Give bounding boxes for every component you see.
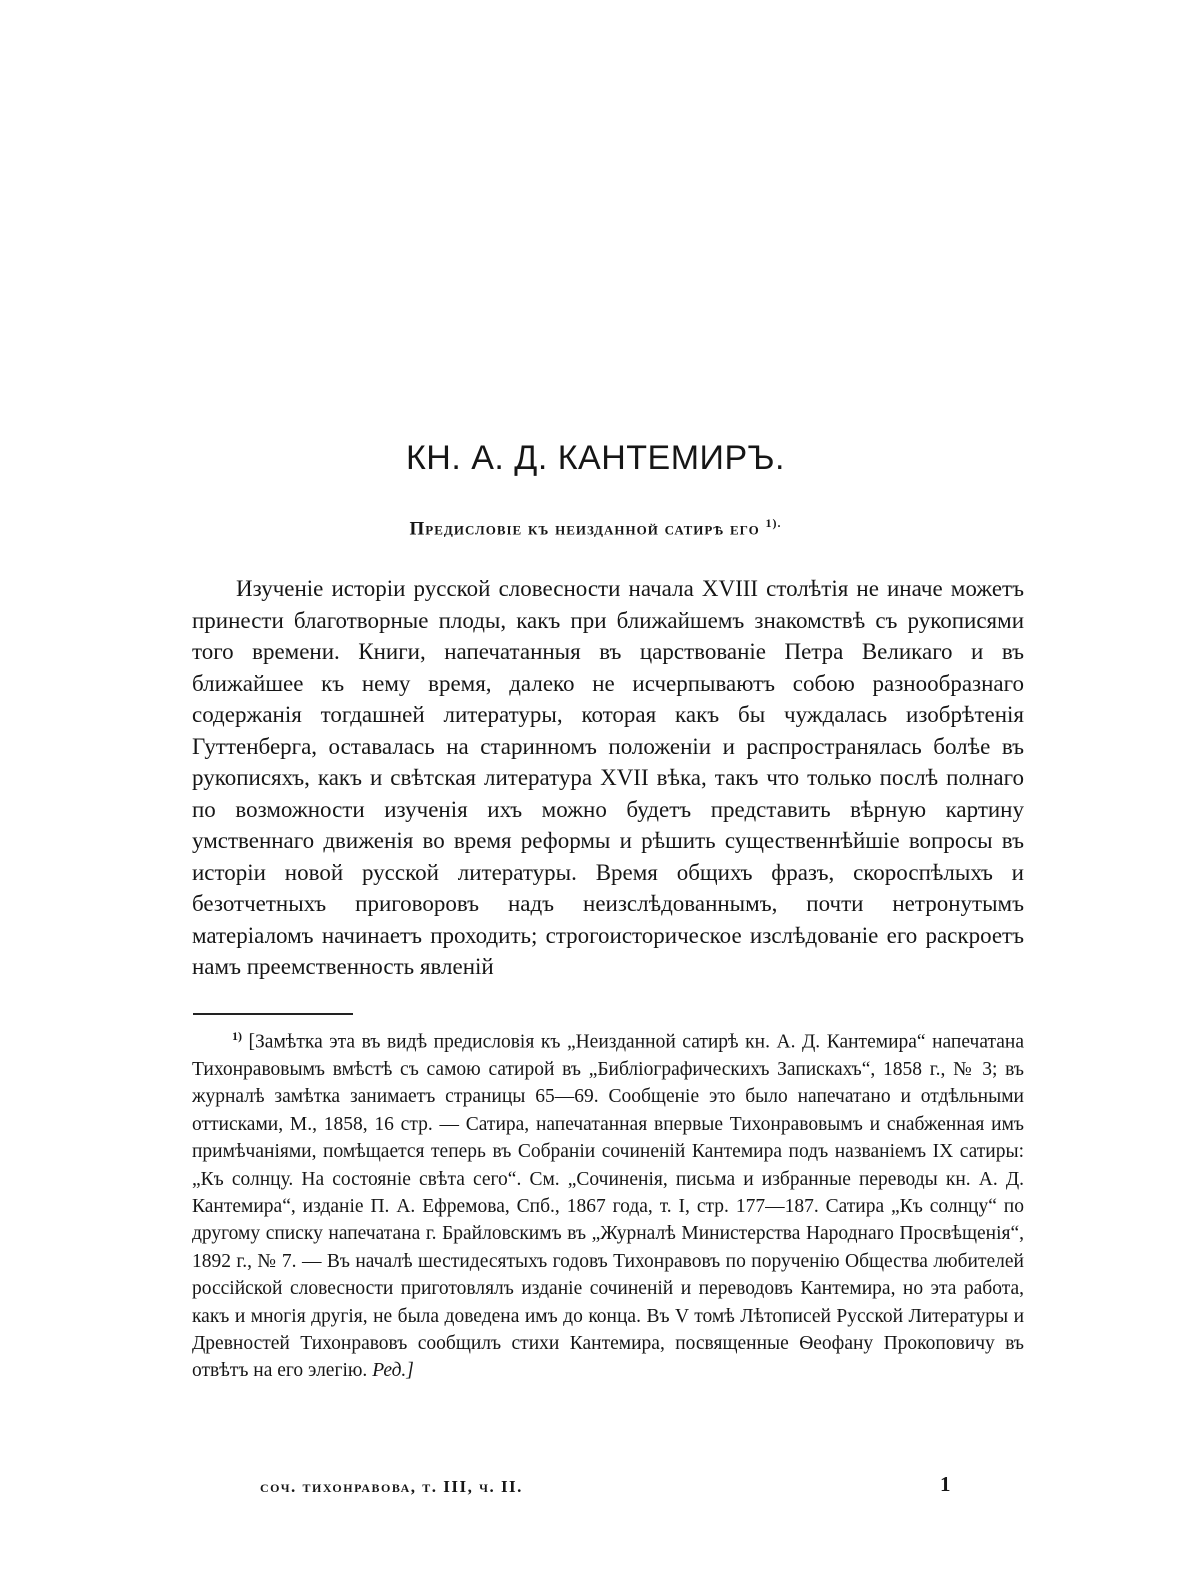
subtitle-footnote-mark[interactable]: 1). (765, 516, 782, 530)
chapter-subtitle (0, 510, 1191, 542)
chapter-title: КН. А. Д. КАНТЕМИРЪ. (405, 439, 786, 477)
footnote-mark: 1) (232, 1029, 242, 1043)
page-number: 1 (940, 1472, 951, 1496)
footnote (192, 1023, 1024, 1385)
printer-signature: соч. тихонравова, т. III, ч. II. (260, 1477, 523, 1496)
main-paragraph: Изученіе исторіи русской словесности начала XVIII столѣтія не иначе можетъ принести благотворные плоды, какъ при ближайшемъ знакомствѣ съ рукописями того времени. Книги, напечатанныя въ царствованіе Петра Великаго и въ ближайшее къ нему время, далеко не исчерпываютъ собою разнообразнаго содержанія тогдашней литературы, которая какъ бы чуждалась изобрѣтенія Гуттенберга, оставалась на старинномъ положеніи и распространялась болѣе въ рукописяхъ, какъ и свѣтская литература XVII вѣка, такъ что только послѣ полнаго по возможности изученія ихъ можно будетъ представить вѣрную картину умственнаго движенія во время реформы и рѣшить существеннѣйшіе вопросы въ исторіи новой русской литературы. Время общихъ фразъ, скороспѣлыхъ и безотчетныхъ приговоровъ надъ неизслѣдованнымъ, почти нетронутымъ матеріаломъ начинаетъ проходить; строгоисторическое изслѣдованіе его раскроетъ намъ преемственность явленій (192, 576, 1024, 979)
footnote-editor-mark: Ред.] (372, 1360, 414, 1382)
subtitle-text: Предисловіе къ неизданной сатирѣ его (409, 518, 760, 540)
footnote-separator (193, 1013, 353, 1015)
footnote-text: [Замѣтка эта въ видѣ предисловія къ „Неизданной сатирѣ кн. А. Д. Кантемира“ напечатана Тихонравовымъ вмѣстѣ съ самою сатирой въ „Библіографическихъ Запискахъ“, 1858 г., № 3; въ журналѣ замѣтка занимаетъ страницы 65—69. Сообщеніе это было напечатано и отдѣльными оттисками, М., 1858, 16 стр. — Сатира, напечатанная впервые Тихонравовымъ и снабженная имъ примѣчаніями, помѣщается теперь въ Собраніи сочиненій Кантемира подъ названіемъ IX сатиры: „Къ солнцу. На состояніе свѣта сего“. См. „Сочиненія, письма и избранные переводы кн. А. Д. Кантемира“, изданіе П. А. Ефремова, Спб., 1867 года, т. I, стр. 177—187. Сатира „Къ солнцу“ по другому списку напечатана г. Брайловскимъ въ „Журналѣ Министерства Народнаго Просвѣщенія“, 1892 г., № 7. — Въ началѣ шестидесятыхъ годовъ Тихонравовъ по порученію Общества любителей россійской словесности приготовлялъ изданіе сочиненій и переводовъ Кантемира, но эта работа, какъ и многія другія, не была доведена имъ до конца. Въ V томѣ Лѣтописей Русской Литературы и Древностей Тихонравовъ сообщилъ стихи Кантемира, посвященные Ѳеофану Прокоповичу въ отвѣтъ на его элегію. (192, 1031, 1025, 1382)
